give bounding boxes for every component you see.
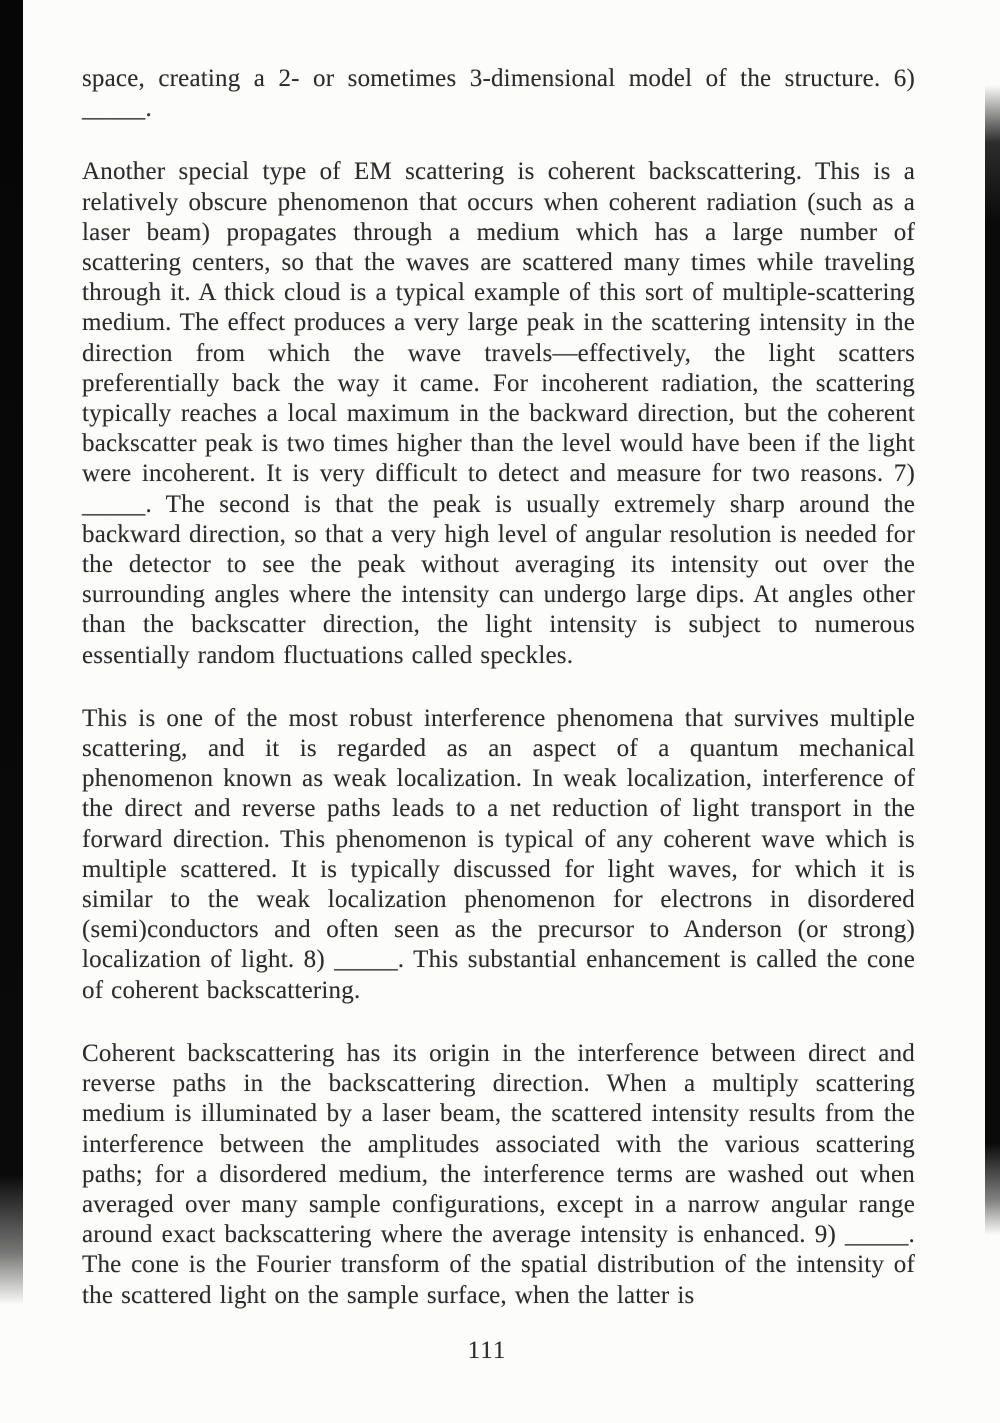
scan-border-left [0,0,23,1305]
page-number: 111 [467,1337,507,1364]
scan-border-right [985,85,1000,1235]
text-block [82,64,915,1344]
paragraph-weak-localization: This is one of the most robust interference phenomena that survives multiple scattering, and it is regarded as an aspect of a quantum mechanical phenomenon known as weak localization. In weak localization, interference of the direct and reverse paths leads to a net reduction of light transport in the forward direction. This phenomenon is typical of any coherent wave which is multiple scattered. It is typically discussed for light waves, for which it is similar to the weak localization phenomenon for electrons in disordered (semi)conductors and often seen as the precursor to Anderson (or strong) localization of light. 8) _____. This substantial enhancement is called the cone of coherent backscattering. [82,704,915,1004]
paragraph-continuation: space, creating a 2- or sometimes 3-dimensional model of the structure. 6) _____. [82,65,915,123]
paragraph-interference-origin: Coherent backscattering has its origin in the interference between direct and reverse paths in the backscattering direction. When a multiply scattering medium is illuminated by a laser beam, the scattered intensity results from the interference between the amplitudes associated with the various scattering paths; for a disordered medium, the interference terms are washed out when averaged over many sample configurations, except in a narrow angular range around exact backscattering where the average intensity is enhanced. 9) _____. The cone is the Fourier transform of the spatial distribution of the intensity of the scattered light on the sample surface, when the latter is [82,1039,915,1309]
paragraph-coherent-backscattering: Another special type of EM scattering is coherent backscattering. This is a relatively obscure phenomenon that occurs when coherent radiation (such as a laser beam) propagates through a medium which has a large number of scattering centers, so that the waves are scattered many times while traveling through it. A thick cloud is a typical example of this sort of multiple-scattering medium. The effect produces a very large peak in the scattering intensity in the direction from which the wave travels—effectively, the light scatters preferentially back the way it came. For incoherent radiation, the scattering typically reaches a local maximum in the backward direction, but the coherent backscatter peak is two times higher than the level would have been if the light were incoherent. It is very difficult to detect and measure for two reasons. 7) _____. The second is that the peak is usually extremely sharp around the backward direction, so that a very high level of angular resolution is needed for the detector to see the peak without averaging its intensity out over the surrounding angles where the intensity can undergo large dips. At angles other than the backscatter direction, the light intensity is subject to numerous essentially random fluctuations called speckles. [82,158,915,669]
